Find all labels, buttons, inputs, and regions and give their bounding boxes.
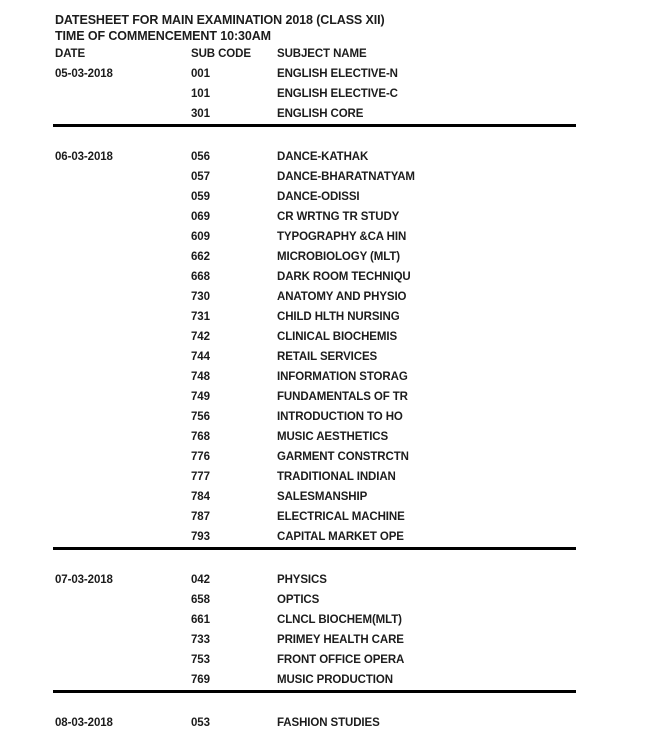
subject-cell: CLINICAL BIOCHEMIS [277,331,398,343]
subject-cell: CR WRTNG TR STUDY [277,211,400,223]
sub-code-cell: 768 [191,431,210,443]
sub-code-cell: 744 [191,351,210,363]
sub-code-cell: 784 [191,491,210,503]
table-row [55,104,633,124]
sub-code-cell: 733 [191,634,210,646]
document-title: DATESHEET FOR MAIN EXAMINATION 2018 (CLASS XII) [55,13,385,27]
table-row [55,610,633,630]
date-cell: 07-03-2018 [55,574,113,586]
subject-cell: SALESMANSHIP [277,491,368,503]
sub-code-cell: 662 [191,251,210,263]
sub-code-cell: 753 [191,654,210,666]
date-cell: 06-03-2018 [55,151,113,163]
sub-code-cell: 658 [191,594,210,606]
table-row [55,287,633,307]
table-row [55,427,633,447]
table-row [55,64,633,84]
table-row [55,630,633,650]
sub-code-cell: 777 [191,471,210,483]
sub-code-cell: 301 [191,108,210,120]
sub-code-cell: 001 [191,68,210,80]
sub-code-cell: 742 [191,331,210,343]
table-row [55,713,633,733]
table-row [55,187,633,207]
subject-cell: RETAIL SERVICES [277,351,378,363]
subject-cell: MUSIC AESTHETICS [277,431,389,443]
table-row [55,347,633,367]
sub-code-cell: 731 [191,311,210,323]
section-rows [55,570,633,690]
sub-code-cell: 057 [191,171,210,183]
subject-cell: MICROBIOLOGY (MLT) [277,251,400,263]
sub-code-cell: 101 [191,88,210,100]
subject-cell: DANCE-ODISSI [277,191,360,203]
subject-cell: MUSIC PRODUCTION [277,674,393,686]
subject-cell: ANATOMY AND PHYSIO [277,291,407,303]
table-row [55,670,633,690]
sub-code-cell: 787 [191,511,210,523]
table-row [55,570,633,590]
date-section [55,64,633,127]
sub-code-cell: 749 [191,391,210,403]
date-section [55,570,633,693]
date-section [55,147,633,550]
table-row [55,167,633,187]
subject-cell: FUNDAMENTALS OF TR [277,391,408,403]
subject-cell: DANCE-BHARATNATYAM [277,171,415,183]
table-row [55,447,633,467]
subject-cell: ENGLISH CORE [277,108,364,120]
table-row [55,227,633,247]
date-cell: 08-03-2018 [55,717,113,729]
subject-cell: PRIMEY HEALTH CARE [277,634,404,646]
table-row [55,467,633,487]
sub-code-cell: 053 [191,717,210,729]
table-row [55,147,633,167]
date-cell: 05-03-2018 [55,68,113,80]
subject-cell: CLNCL BIOCHEM(MLT) [277,614,402,626]
subject-cell: TRADITIONAL INDIAN [277,471,396,483]
table-row [55,267,633,287]
sub-code-cell: 609 [191,231,210,243]
table-row [55,207,633,227]
sub-code-cell: 056 [191,151,210,163]
subject-cell: TYPOGRAPHY &CA HIN [277,231,407,243]
sub-code-cell: 069 [191,211,210,223]
table-row [55,387,633,407]
subject-cell: FASHION STUDIES [277,717,380,729]
subject-cell: DARK ROOM TECHNIQU [277,271,411,283]
subject-cell: INFORMATION STORAG [277,371,408,383]
table-row [55,590,633,610]
subject-cell: CAPITAL MARKET OPE [277,531,404,543]
table-row [55,247,633,267]
subject-cell: PHYSICS [277,574,327,586]
sub-code-cell: 756 [191,411,210,423]
column-header-row [55,44,633,64]
subject-cell: DANCE-KATHAK [277,151,369,163]
table-row [55,507,633,527]
sub-code-cell: 776 [191,451,210,463]
document-subtitle: TIME OF COMMENCEMENT 10:30AM [55,29,271,43]
subject-cell: ENGLISH ELECTIVE-C [277,88,398,100]
table-row [55,487,633,507]
section-rows [55,713,633,733]
section-rows [55,147,633,547]
sub-code-cell: 730 [191,291,210,303]
datesheet-sections [55,64,633,733]
section-rows [55,64,633,124]
table-row [55,307,633,327]
table-row [55,367,633,387]
sub-code-cell: 661 [191,614,210,626]
column-header-date: DATE [55,48,86,60]
section-divider-rule [53,547,576,550]
subject-cell: ENGLISH ELECTIVE-N [277,68,398,80]
date-section [55,713,633,733]
sub-code-cell: 793 [191,531,210,543]
section-divider-rule [53,124,576,127]
table-row [55,84,633,104]
column-header-sub-code: SUB CODE [191,48,251,60]
table-row [55,527,633,547]
sub-code-cell: 769 [191,674,210,686]
sub-code-cell: 042 [191,574,210,586]
sub-code-cell: 668 [191,271,210,283]
subject-cell: GARMENT CONSTRCTN [277,451,409,463]
subject-cell: INTRODUCTION TO HO [277,411,403,423]
sub-code-cell: 748 [191,371,210,383]
subject-cell: OPTICS [277,594,320,606]
column-header-subject-name: SUBJECT NAME [277,48,367,60]
section-divider-rule [53,690,576,693]
table-row [55,407,633,427]
subject-cell: FRONT OFFICE OPERA [277,654,405,666]
subject-cell: CHILD HLTH NURSING [277,311,400,323]
sub-code-cell: 059 [191,191,210,203]
subject-cell: ELECTRICAL MACHINE [277,511,405,523]
table-row [55,650,633,670]
table-row [55,327,633,347]
